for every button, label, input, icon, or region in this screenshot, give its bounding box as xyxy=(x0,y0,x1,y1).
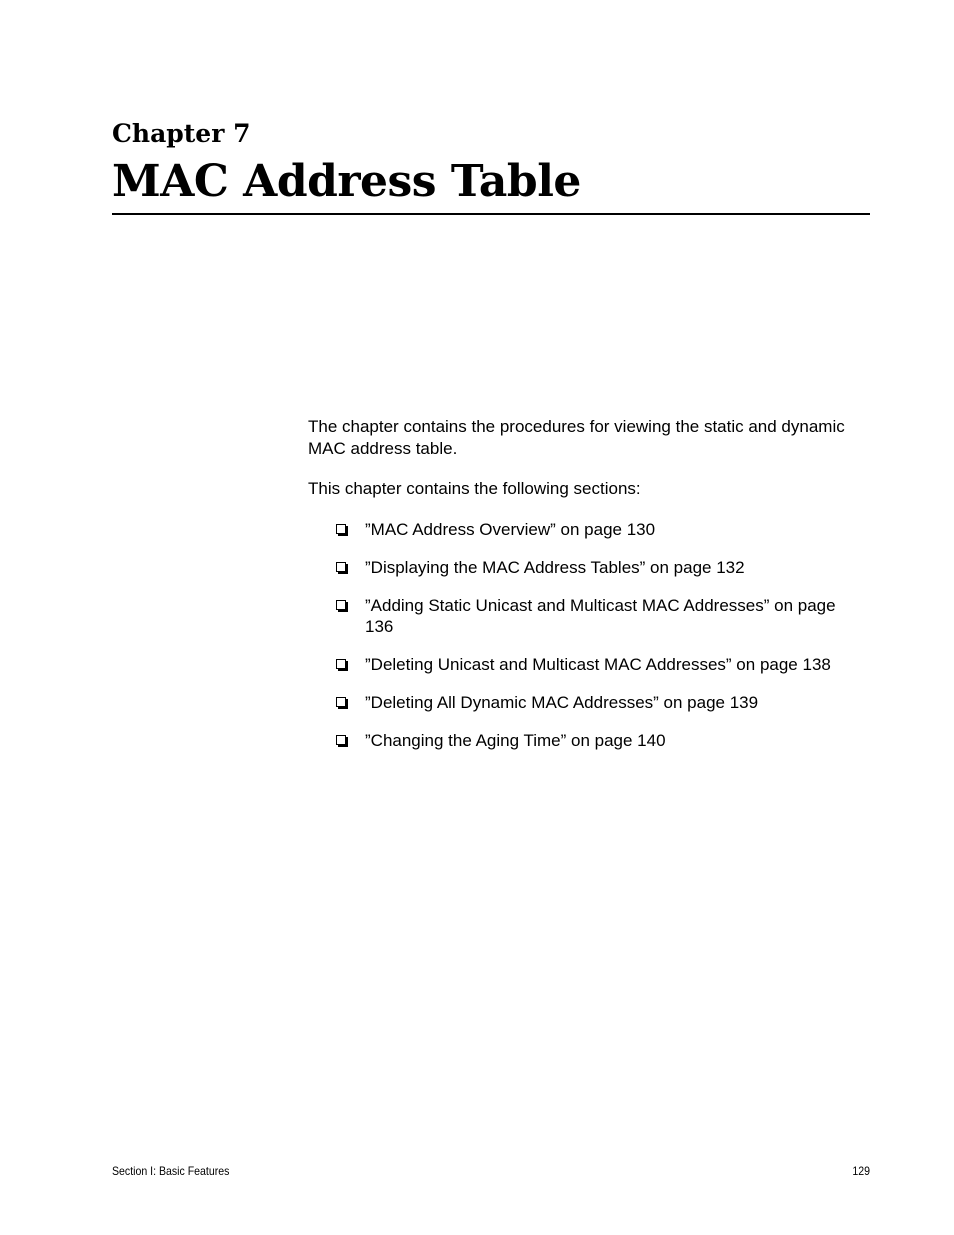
checkbox-square-icon xyxy=(336,697,346,707)
footer-page-number: 129 xyxy=(852,1164,870,1178)
title-rule xyxy=(112,213,870,215)
section-link[interactable]: ”Deleting Unicast and Multicast MAC Addresses” on page 138 xyxy=(365,655,831,674)
list-item xyxy=(336,692,866,713)
list-item xyxy=(336,557,866,578)
checkbox-square-icon xyxy=(336,600,346,610)
section-link[interactable]: ”Adding Static Unicast and Multicast MAC Addresses” on page 136 xyxy=(365,596,836,636)
list-item xyxy=(336,654,866,675)
intro-paragraph: The chapter contains the procedures for viewing the static and dynamic MAC address table. xyxy=(308,417,845,458)
chapter-title: MAC Address Table xyxy=(112,156,581,207)
list-item xyxy=(336,519,866,540)
list-item xyxy=(336,730,866,751)
chapter-label: Chapter 7 xyxy=(112,119,251,148)
checkbox-square-icon xyxy=(336,659,346,669)
checkbox-square-icon xyxy=(336,562,346,572)
footer-section-name: Section I: Basic Features xyxy=(112,1164,230,1178)
sections-lead-paragraph: This chapter contains the following sections: xyxy=(308,479,641,498)
section-link[interactable]: ”Deleting All Dynamic MAC Addresses” on page 139 xyxy=(365,693,759,712)
section-link[interactable]: ”Displaying the MAC Address Tables” on page 132 xyxy=(365,558,745,577)
section-link[interactable]: ”Changing the Aging Time” on page 140 xyxy=(365,731,666,750)
checkbox-square-icon xyxy=(336,735,346,745)
section-list xyxy=(336,519,866,768)
section-link[interactable]: ”MAC Address Overview” on page 130 xyxy=(365,520,656,539)
list-item xyxy=(336,595,866,637)
checkbox-square-icon xyxy=(336,524,346,534)
